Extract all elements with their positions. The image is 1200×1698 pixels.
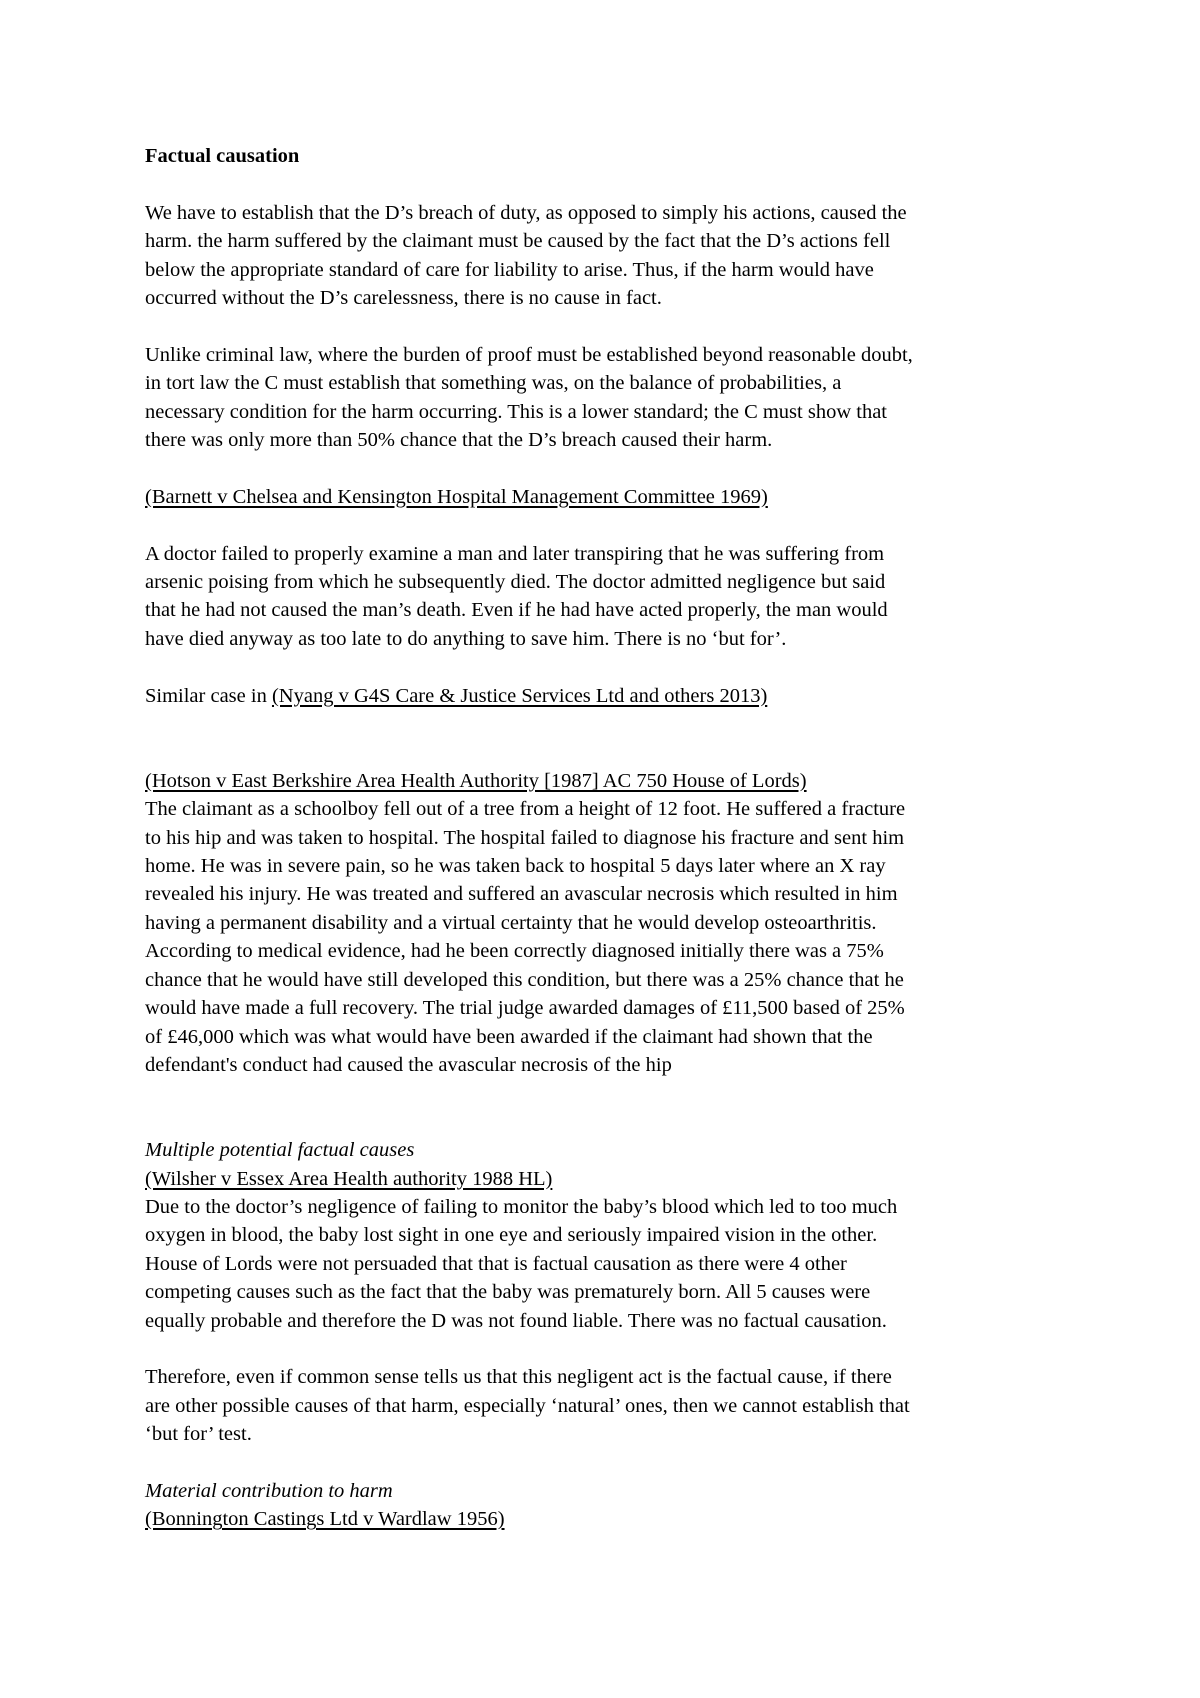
subheading-multiple-causes: Multiple potential factual causes (145, 1139, 415, 1162)
text-line: of £46,000 which was what would have been awarded if the claimant had shown that the (145, 1025, 873, 1048)
text-line: home. He was in severe pain, so he was taken back to hospital 5 days later where an X ray (145, 855, 886, 878)
text-line: that he had not caused the man’s death. Even if he had have acted properly, the man would (145, 599, 888, 622)
similar-case-prefix: Similar case in (145, 684, 272, 707)
text-line: House of Lords were not persuaded that that is factual causation as there were 4 other (145, 1252, 847, 1275)
text-line: chance that he would have still developed this condition, but there was a 25% chance that he (145, 968, 904, 991)
barnett-paragraph (145, 540, 1070, 654)
text-line: oxygen in blood, the baby lost sight in one eye and seriously impaired vision in the other. (145, 1224, 878, 1247)
similar-case-line (145, 682, 1070, 710)
text-line: ‘but for’ test. (145, 1423, 252, 1446)
burden-paragraph (145, 341, 1070, 455)
text-line: revealed his injury. He was treated and suffered an avascular necrosis which resulted in him (145, 883, 898, 906)
therefore-paragraph (145, 1363, 1070, 1448)
wilsher-paragraph (145, 1193, 1070, 1335)
text-line: Unlike criminal law, where the burden of proof must be established beyond reasonable doubt, (145, 343, 913, 366)
text-line: would have made a full recovery. The trial judge awarded damages of £11,500 based of 25% (145, 997, 905, 1020)
text-line: Due to the doctor’s negligence of failing to monitor the baby’s blood which led to too much (145, 1195, 898, 1218)
case-citation-bonnington: (Bonnington Castings Ltd v Wardlaw 1956) (145, 1508, 505, 1531)
text-line: in tort law the C must establish that something was, on the balance of probabilities, a (145, 372, 842, 395)
text-line: have died anyway as too late to do anything to save him. There is no ‘but for’. (145, 627, 787, 650)
subheading-material-contribution: Material contribution to harm (145, 1479, 393, 1502)
text-line: Therefore, even if common sense tells us that this negligent act is the factual cause, if there (145, 1366, 892, 1389)
text-line: are other possible causes of that harm, especially ‘natural’ ones, then we cannot establish that (145, 1394, 910, 1417)
text-line: below the appropriate standard of care for liability to arise. Thus, if the harm would have (145, 258, 874, 281)
hotson-paragraph (145, 795, 1070, 1079)
text-line: to his hip and was taken to hospital. The hospital failed to diagnose his fracture and sent him (145, 826, 905, 849)
text-line: occurred without the D’s carelessness, there is no cause in fact. (145, 287, 662, 310)
document-page (145, 142, 1070, 1534)
text-line: necessary condition for the harm occurring. This is a lower standard; the C must show that (145, 400, 888, 423)
text-line: harm. the harm suffered by the claimant must be caused by the fact that the D’s actions fell (145, 230, 891, 253)
case-citation-barnett: (Barnett v Chelsea and Kensington Hospital Management Committee 1969) (145, 485, 768, 508)
text-line: having a permanent disability and a virtual certainty that he would develop osteoarthritis. (145, 911, 877, 934)
text-line: We have to establish that the D’s breach of duty, as opposed to simply his actions, caused the (145, 201, 907, 224)
text-line: A doctor failed to properly examine a man and later transpiring that he was suffering from (145, 542, 885, 565)
text-line: According to medical evidence, had he been correctly diagnosed initially there was a 75% (145, 940, 884, 963)
case-citation-wilsher: (Wilsher v Essex Area Health authority 1988 HL) (145, 1167, 553, 1190)
document-heading: Factual causation (145, 145, 300, 167)
text-line: defendant's conduct had caused the avascular necrosis of the hip (145, 1053, 672, 1076)
text-line: The claimant as a schoolboy fell out of a tree from a height of 12 foot. He suffered a fracture (145, 798, 906, 821)
case-citation-hotson: (Hotson v East Berkshire Area Health Authority [1987] AC 750 House of Lords) (145, 769, 807, 792)
text-line: competing causes such as the fact that the baby was prematurely born. All 5 causes were (145, 1281, 871, 1304)
text-line: equally probable and therefore the D was not found liable. There was no factual causation. (145, 1309, 887, 1332)
intro-paragraph (145, 199, 1070, 313)
text-line: there was only more than 50% chance that the D’s breach caused their harm. (145, 429, 773, 452)
case-citation-nyang: (Nyang v G4S Care & Justice Services Ltd and others 2013) (271, 684, 768, 707)
text-line: arsenic poising from which he subsequently died. The doctor admitted negligence but said (145, 571, 886, 594)
